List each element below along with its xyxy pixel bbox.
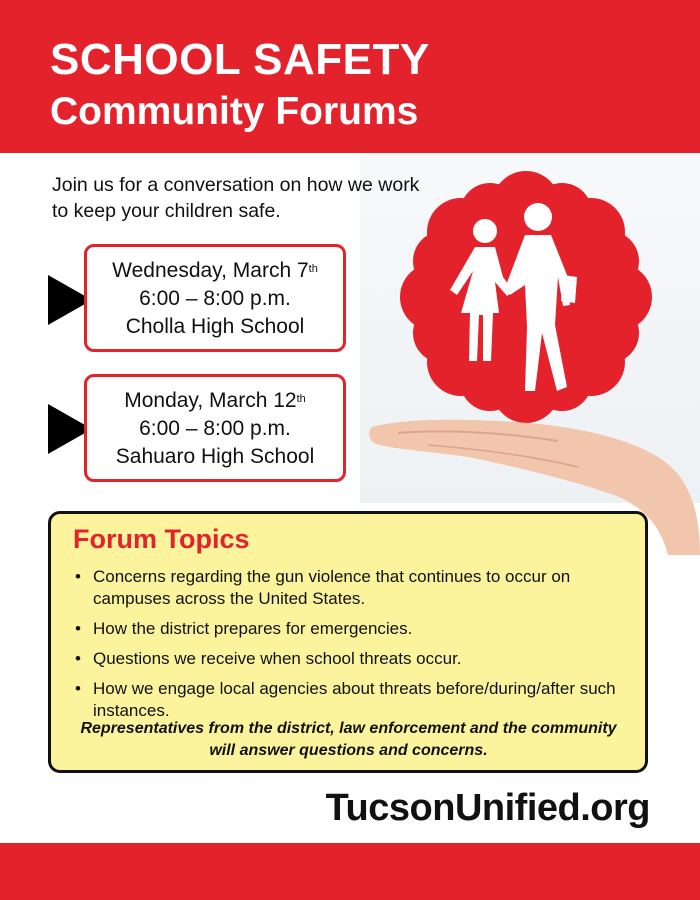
title-line-2: Community Forums (50, 90, 419, 133)
event-date: Wednesday, March 7th (112, 259, 318, 282)
website-link[interactable]: TucsonUnified.org (325, 787, 650, 829)
intro-text: Join us for a conversation on how we work to keep your children safe. (52, 174, 420, 222)
list-item: • Concerns regarding the gun violence that continues to occur on campuses across the United States. (73, 566, 628, 610)
event-card-sahuaro (84, 374, 346, 482)
event-date: Monday, March 12th (124, 389, 306, 412)
footer-bar (0, 843, 700, 900)
list-item: • How the district prepares for emergencies. (73, 618, 628, 640)
title-line-1: SCHOOL SAFETY (50, 35, 430, 84)
list-item: • How we engage local agencies about threats before/during/after such instances. (73, 678, 628, 722)
event-time: 6:00 – 8:00 p.m. (139, 417, 291, 440)
school-crossing-children-icon (395, 165, 657, 430)
forum-topics-list (73, 566, 628, 730)
event-time: 6:00 – 8:00 p.m. (139, 287, 291, 310)
forum-topics-title: Forum Topics (73, 524, 250, 554)
event-card-cholla (84, 244, 346, 352)
forum-note: Representatives from the district, law enforcement and the community will answer questions and concerns. (80, 720, 617, 759)
event-location: Cholla High School (125, 315, 305, 338)
forum-topics-box (48, 511, 648, 773)
list-item: • Questions we receive when school threats occur. (73, 648, 628, 670)
header-banner (0, 0, 700, 153)
event-location: Sahuaro High School (115, 445, 315, 468)
